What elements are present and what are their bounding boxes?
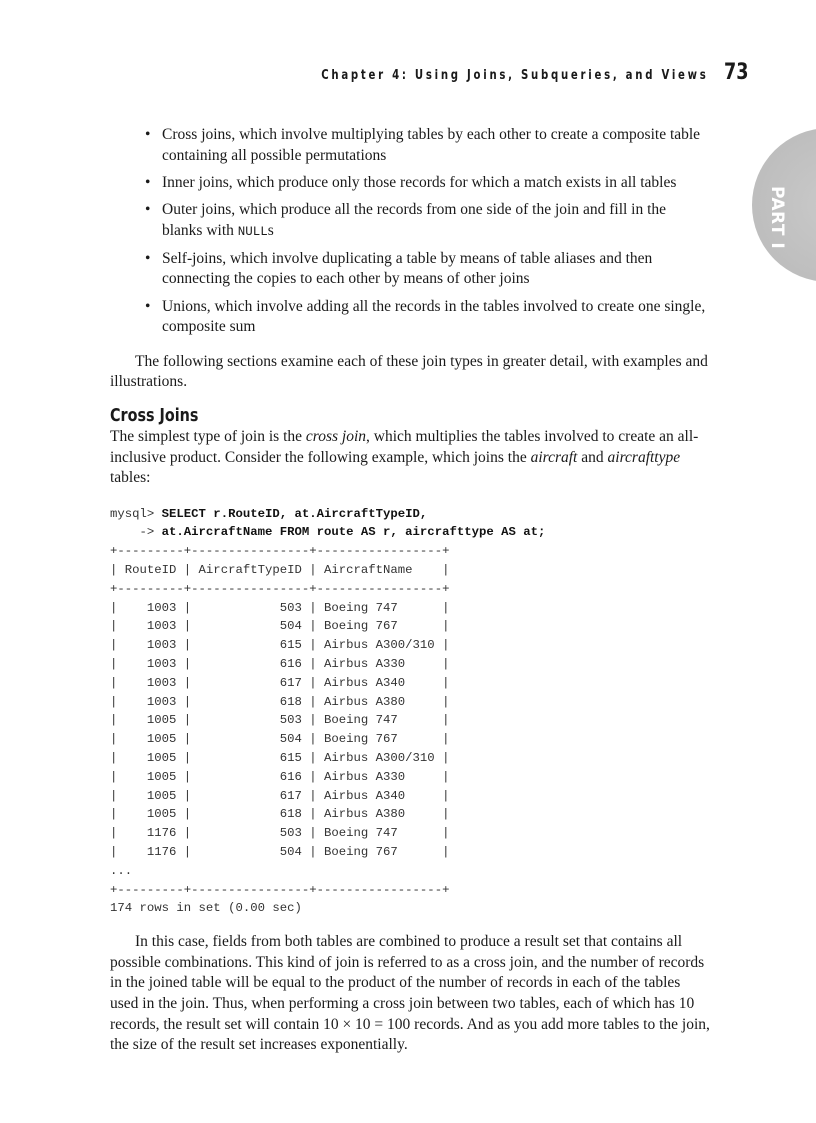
list-item-text: s [267, 221, 274, 239]
list-item [110, 125, 710, 166]
table-row: | 1003 | 503 | Boeing 747 | [110, 600, 450, 615]
table-header: | RouteID | AircraftTypeID | AircraftName | [110, 563, 450, 578]
running-header [110, 60, 755, 85]
section-paragraph [110, 427, 710, 489]
table-row: | 1176 | 503 | Boeing 747 | [110, 826, 450, 841]
ellipsis: ... [110, 863, 133, 878]
chapter-title: Chapter 4: Using Joins, Subqueries, and Views [321, 68, 709, 83]
table-row: | 1005 | 617 | Airbus A340 | [110, 788, 450, 803]
list-item-text: Outer joins, which produce all the records from one side of the join and fill in the blanks with [162, 200, 667, 239]
table-row: | 1005 | 503 | Boeing 747 | [110, 713, 450, 728]
text-run: and [577, 448, 608, 466]
page-body [110, 125, 710, 1056]
list-item-text: Cross joins, which involve multiplying tables by each other to create a composite table containing all possible permutations [162, 126, 701, 164]
emphasis: aircrafttype [607, 448, 681, 466]
text-run: tables: [110, 469, 151, 487]
emphasis: cross join [305, 427, 367, 445]
table-row: | 1003 | 616 | Airbus A330 | [110, 657, 450, 672]
table-row: | 1005 | 616 | Airbus A330 | [110, 769, 450, 784]
table-row: | 1176 | 504 | Boeing 767 | [110, 845, 450, 860]
emphasis: aircraft [530, 448, 578, 466]
query-line [110, 523, 710, 542]
part-tab-label: PART I [767, 186, 787, 250]
list-item-text: Inner joins, which produce only those records for which a match exists in all tables [162, 173, 677, 191]
table-row: | 1003 | 618 | Airbus A380 | [110, 694, 450, 709]
list-item [110, 200, 710, 242]
list-item [110, 297, 710, 338]
list-item [110, 249, 710, 290]
sql-command: SELECT r.RouteID, at.AircraftTypeID, [161, 506, 428, 521]
text-run: The simplest type of join is the [110, 427, 306, 445]
result-summary: 174 rows in set (0.00 sec) [110, 901, 302, 916]
closing-paragraph: In this case, fields from both tables are combined to produce a result set that contains all possible combinations. This kind of join is referred to as a cross join, and the number of records in the joined table will be equal to the product of the number of records in each of the tables used in the join. Thus, when performing a cross join between two tables, each of which has 10 records, the result set will contain 10 × 10 = 100 records. And as you add more tables to the join, the size of the result set increases exponentially. [110, 933, 710, 1054]
inline-code: NULL [237, 224, 268, 239]
table-row: | 1005 | 504 | Boeing 767 | [110, 732, 450, 747]
section-heading: Cross Joins [110, 405, 199, 426]
list-item-text: Self-joins, which involve duplicating a table by means of table aliases and then connecting the copies to each other by means of other joins [162, 249, 653, 288]
list-item-text: Unions, which involve adding all the records in the tables involved to create one single, composite sum [162, 297, 706, 336]
mysql-prompt: mysql> [110, 506, 162, 521]
table-border: +---------+----------------+-----------------+ [110, 544, 450, 559]
table-border: +---------+----------------+-----------------+ [110, 882, 450, 897]
table-row: | 1005 | 615 | Airbus A300/310 | [110, 751, 450, 766]
table-row: | 1003 | 615 | Airbus A300/310 | [110, 638, 450, 653]
intro-paragraph: The following sections examine each of these join types in greater detail, with examples and illustrations. [110, 352, 708, 391]
continuation-prompt: -> [110, 525, 162, 540]
query-line [110, 505, 710, 524]
join-types-list [110, 125, 710, 338]
table-row: | 1003 | 504 | Boeing 767 | [110, 619, 450, 634]
sql-command: at.AircraftName FROM route AS r, aircrafttype AS at; [161, 525, 546, 540]
table-row: | 1003 | 617 | Airbus A340 | [110, 675, 450, 690]
table-row: | 1005 | 618 | Airbus A380 | [110, 807, 450, 822]
list-item [110, 173, 710, 194]
text-run: , which multiplies the tables involved to create an all-inclusive product. Consider the following example, which joins the [110, 427, 699, 466]
page-number: 73 [724, 60, 749, 85]
table-border: +---------+----------------+-----------------+ [110, 581, 450, 596]
code-listing [110, 505, 710, 919]
